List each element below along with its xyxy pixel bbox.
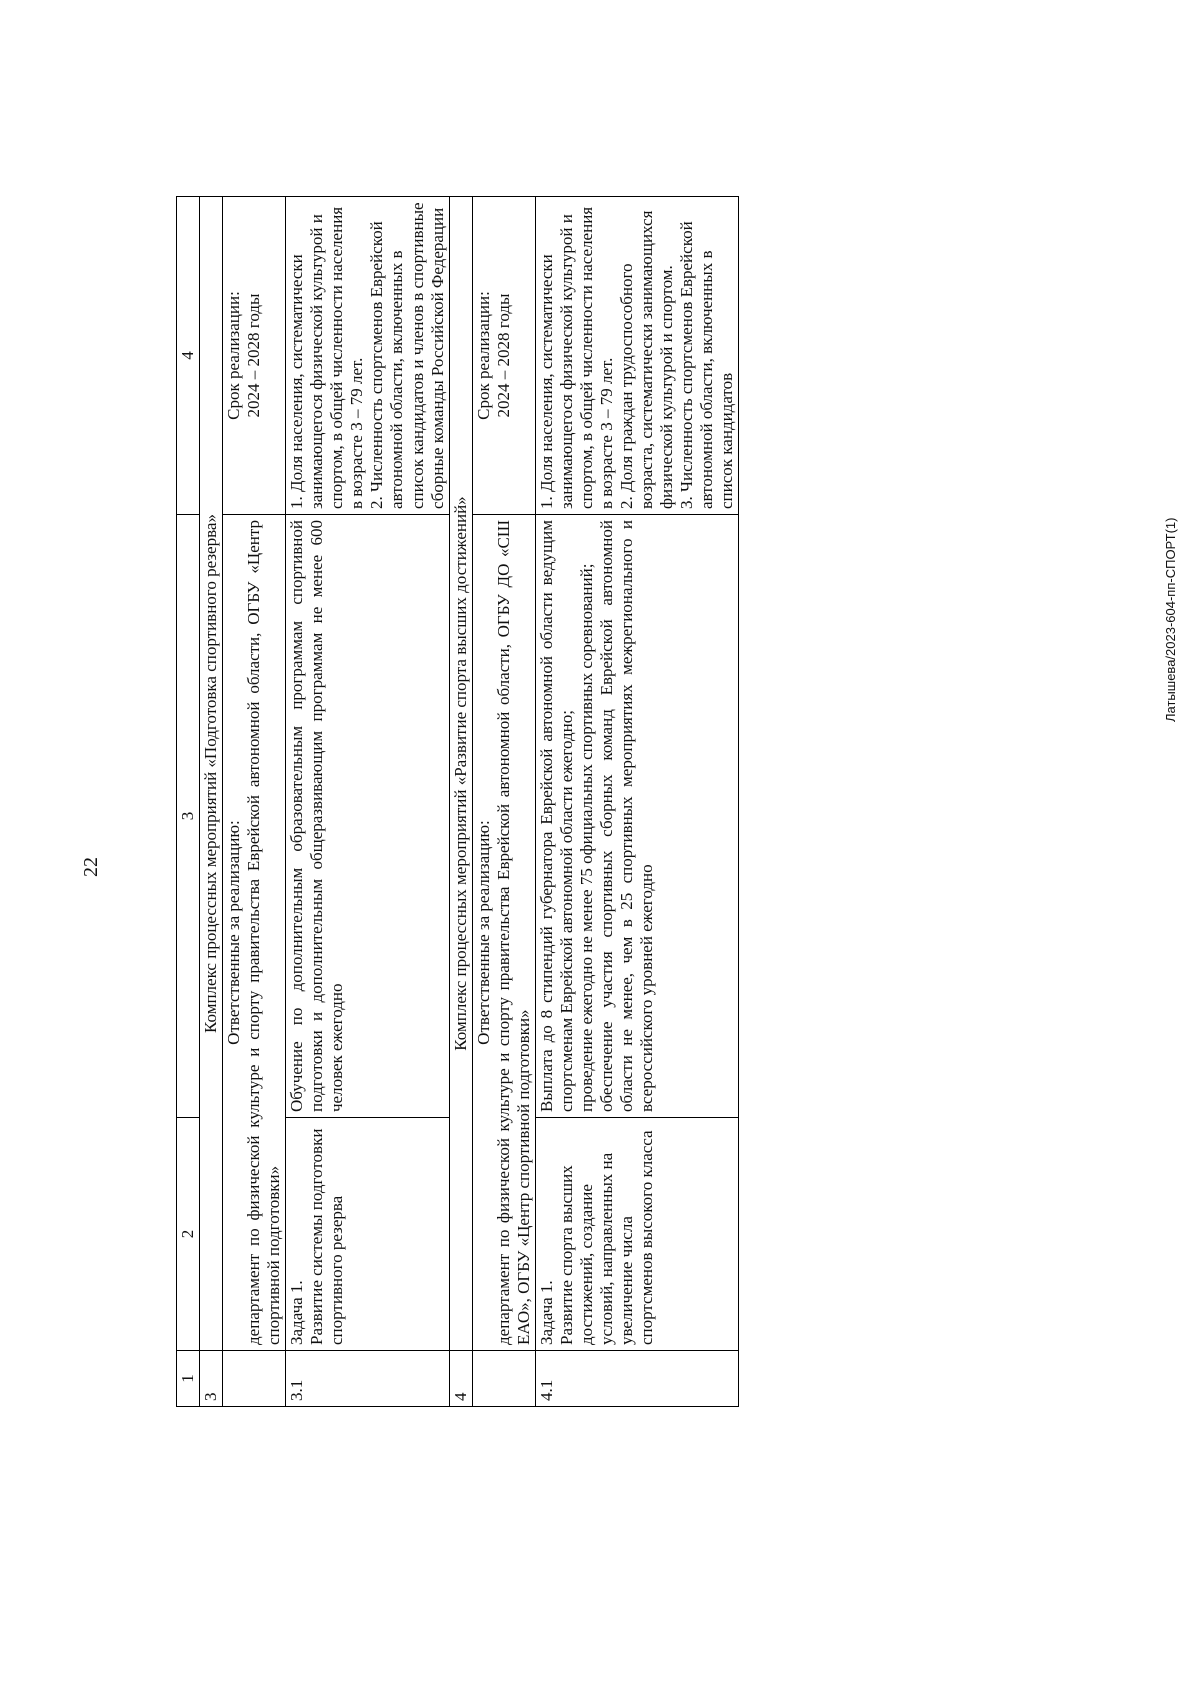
section-title: Комплекс процессных мероприятий «Развитие спорта высших достижений» xyxy=(449,197,472,1351)
responsible-cell xyxy=(472,515,535,1351)
content-cell: Выплата до 8 стипендий губернатора Еврейской автономной области ведущим спортсменам Еврейской автономной области ежегодно; проведение ежегодно не менее 75 официальных спортивных соревнований; обеспечение участия спортивных сборных команд Еврейской автономной области не менее, чем в 25 спортивных мероприятиях межрегионального и всероссийского уровней ежегодно xyxy=(535,515,738,1118)
row-number: 4.1 xyxy=(535,1351,738,1407)
term-cell xyxy=(472,197,535,515)
program-table xyxy=(176,196,739,1407)
content-cell: Обучение по дополнительным образовательным программам спортивной подготовки и дополнительным общеразвивающим программам не менее 600 человек ежегодно xyxy=(286,515,449,1118)
empty-cell xyxy=(223,1351,286,1407)
table-header-row xyxy=(177,197,200,1407)
page-number: 22 xyxy=(80,857,102,877)
header-col-3: 3 xyxy=(177,515,200,1118)
header-col-1: 1 xyxy=(177,1351,200,1407)
empty-cell xyxy=(472,1351,535,1407)
section-title: Комплекс процессных мероприятий «Подготовка спортивного резерва» xyxy=(200,197,223,1351)
term-text: Срок реализации: 2024 – 2028 годы xyxy=(473,291,513,420)
section-responsible-row xyxy=(472,197,535,1407)
section-number: 3 xyxy=(200,1351,223,1407)
responsible-label: Ответственные за реализацию: xyxy=(473,820,493,1045)
term-text: Срок реализации: 2024 – 2028 годы xyxy=(224,291,264,420)
section-title-row xyxy=(200,197,223,1407)
section-responsible-row xyxy=(223,197,286,1407)
task-cell: Задача 1. Развитие системы подготовки спортивного резерва xyxy=(286,1118,449,1351)
header-col-2: 2 xyxy=(177,1118,200,1351)
responsible-text: департамент по физической культуре и спорту правительства Еврейской автономной области, ОГБУ ДО «СШ ЕАО», ОГБУ «Центр спортивной подготовки» xyxy=(493,520,533,1345)
indicators-cell: 1. Доля населения, систематически занимающегося физической культурой и спортом, в общей численности населения в возрасте 3 – 79 лет. 2. Численность спортсменов Еврейской автономной области, включенных в список кандидатов и членов в спортивные сборные команды Российской Федерации xyxy=(286,197,449,515)
responsible-text: департамент по физической культуре и спорту правительства Еврейской автономной области, ОГБУ «Центр спортивной подготовки» xyxy=(244,520,284,1345)
task-cell: Задача 1. Развитие спорта высших достижений, создание условий, направленных на увеличение числа спортсменов высокого класса xyxy=(535,1118,738,1351)
row-number: 3.1 xyxy=(286,1351,449,1407)
term-cell xyxy=(223,197,286,515)
document-footer-id: Латышева/2023-604-пп-СПОРТ(1) xyxy=(1163,517,1178,722)
section-number: 4 xyxy=(449,1351,472,1407)
section-title-row xyxy=(449,197,472,1407)
header-col-4: 4 xyxy=(177,197,200,515)
indicators-cell: 1. Доля населения, систематически занимающегося физической культурой и спортом, в общей численности населения в возрасте 3 – 79 лет. 2. Доля граждан трудоспособного возраста, систематически занимающихся физической культурой и спортом. 3. Численность спортсменов Еврейской автономной области, включенных в список кандидатов xyxy=(535,197,738,515)
responsible-cell xyxy=(223,515,286,1351)
table-row xyxy=(286,197,449,1407)
table-row xyxy=(535,197,738,1407)
responsible-label: Ответственные за реализацию: xyxy=(224,820,244,1045)
